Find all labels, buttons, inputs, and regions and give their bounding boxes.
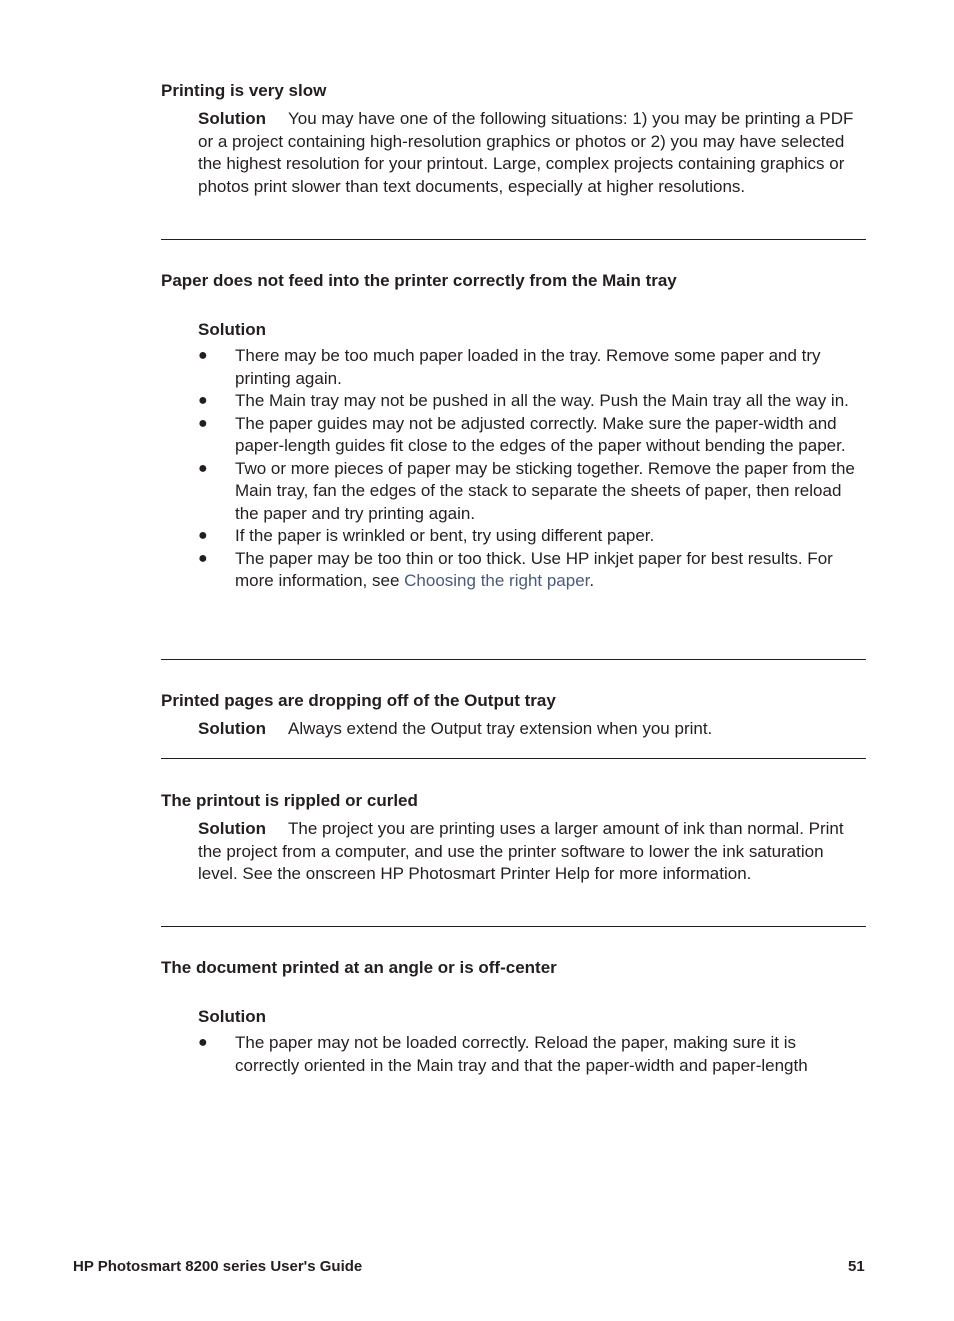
solution-paragraph [198,108,858,198]
list-item-text: The Main tray may not be pushed in all the way. Push the Main tray all the way in. [235,391,849,410]
bullet-icon: ● [198,459,208,477]
list-item-text: Two or more pieces of paper may be sticking together. Remove the paper from the Main tray, fan the edges of the stack to separate the sheets of paper, then reload the paper and try printing again. [235,458,855,523]
solution-label: Solution [198,819,266,838]
section-heading: Paper does not feed into the printer correctly from the Main tray [161,271,677,290]
solution-paragraph [198,818,858,886]
bullet-icon: ● [198,527,208,544]
list-item-text: There may be too much paper loaded in the tray. Remove some paper and try printing again. [235,346,821,388]
list-item [198,458,858,526]
list-item-text: The paper may be too thin or too thick. Use HP inkjet paper for best results. For more information, see [235,548,833,590]
section-heading: The document printed at an angle or is off-center [161,958,557,977]
list-item [198,525,858,548]
section-divider [161,758,866,759]
list-item [198,413,858,458]
section-heading: Printed pages are dropping off of the Output tray [161,691,556,710]
list-item-text-end: . [589,571,595,590]
list-item [198,548,858,593]
list-item [198,1032,858,1077]
list-item [198,345,858,390]
solution-paragraph [198,718,858,741]
choosing-paper-link[interactable]: Choosing the right paper [404,571,590,590]
footer-guide-title: HP Photosmart 8200 series User's Guide [73,1258,363,1275]
bullet-icon: ● [198,549,208,567]
bullet-icon: ● [198,392,208,409]
solution-text: Always extend the Output tray extension when you print. [287,719,713,738]
section-divider [161,659,866,660]
section-divider [161,239,866,240]
bullet-icon: ● [198,1034,208,1051]
solution-label: Solution [198,1007,266,1026]
solution-label: Solution [198,320,266,339]
section-heading: Printing is very slow [161,81,327,100]
bullet-icon: ● [198,414,208,432]
section-divider [161,926,866,927]
solution-label: Solution [198,109,266,128]
list-item [198,390,858,413]
solution-bullet-list [198,1032,858,1077]
solution-bullet-list [198,345,858,593]
footer-page-number: 51 [848,1258,865,1275]
section-heading: The printout is rippled or curled [161,791,418,810]
solution-label: Solution [198,719,266,738]
bullet-icon: ● [198,347,208,364]
list-item-text: The paper guides may not be adjusted correctly. Make sure the paper-width and paper-length guides fit close to the edges of the paper without bending the paper. [235,413,846,455]
list-item-text: The paper may not be loaded correctly. Reload the paper, making sure it is correctly oriented in the Main tray and that the paper-width and paper-length [235,1033,808,1075]
solution-text: The project you are printing uses a larger amount of ink than normal. Print the project from a computer, and use the printer software to lower the ink saturation level. See the onscreen HP Photosmart Printer Help for more information. [198,819,844,883]
list-item-text: If the paper is wrinkled or bent, try using different paper. [235,526,655,545]
solution-text: You may have one of the following situations: 1) you may be printing a PDF or a project containing high-resolution graphics or photos or 2) you may have selected the highest resolution for your printout. Large, complex projects containing graphics or photos print slower than text documents, especially at higher resolutions. [198,109,854,196]
